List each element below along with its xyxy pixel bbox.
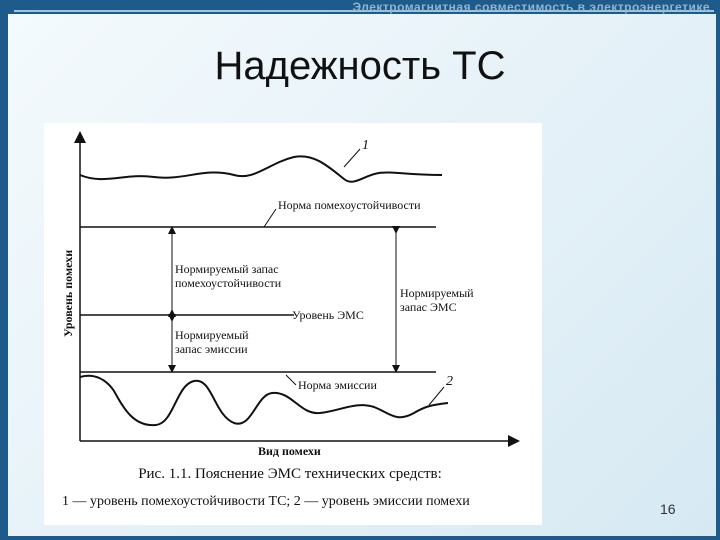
curve1-leader <box>344 149 360 167</box>
immunity-norm-label: Норма помехоустойчивости <box>278 198 421 212</box>
emc-level-label: Уровень ЭМС <box>292 308 364 322</box>
y-axis-label: Уровень помехи <box>61 249 75 337</box>
curve2-leader <box>429 387 444 405</box>
emc-figure <box>44 123 542 525</box>
emc-diagram <box>44 123 542 463</box>
immunity-curve <box>80 156 442 181</box>
immunity-margin-label-1: Нормируемый запас <box>175 262 279 276</box>
figure-caption-legend: 1 — уровень помехоустойчивости ТС; 2 — уровень эмиссии помехи <box>62 494 470 509</box>
emission-margin-label-1: Нормируемый <box>175 328 249 342</box>
emc-margin-label-2: запас ЭМС <box>400 300 457 314</box>
emission-norm-label: Норма эмиссии <box>298 378 377 392</box>
immunity-norm-leader <box>264 209 276 227</box>
curve1-label: 1 <box>362 138 369 153</box>
x-axis-label: Вид помехи <box>258 444 321 458</box>
page-number: 16 <box>660 501 676 517</box>
immunity-margin-label-2: помехоустойчивости <box>175 276 282 290</box>
emission-curve <box>80 376 448 425</box>
emission-norm-leader <box>286 375 296 385</box>
curve2-label: 2 <box>446 374 453 389</box>
slide-title: Надежность ТС <box>214 44 506 88</box>
figure-caption-title: Рис. 1.1. Пояснение ЭМС технических средств: <box>138 466 442 482</box>
emission-margin-label-2: запас эмиссии <box>175 342 248 356</box>
header-subtitle: Электромагнитная совместимость в электроэнергетике <box>352 0 710 14</box>
emc-margin-label-1: Нормируемый <box>400 286 474 300</box>
